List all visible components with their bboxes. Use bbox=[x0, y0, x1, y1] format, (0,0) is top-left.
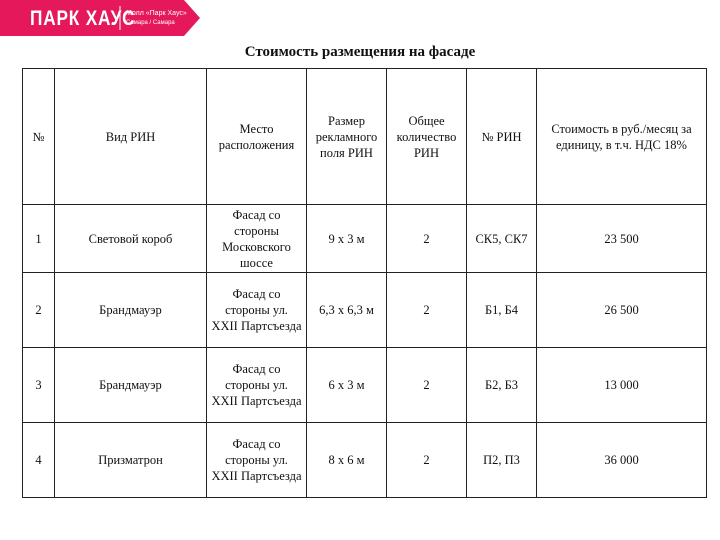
table-row bbox=[23, 205, 707, 273]
column-header: Размер рекламного поля РИН bbox=[307, 69, 387, 205]
table-cell: 1 bbox=[23, 205, 55, 273]
table-cell: 23 500 bbox=[537, 205, 707, 273]
column-header: № РИН bbox=[467, 69, 537, 205]
table-cell: 4 bbox=[23, 423, 55, 498]
column-header: № bbox=[23, 69, 55, 205]
table-cell: 13 000 bbox=[537, 348, 707, 423]
pricing-table bbox=[22, 68, 707, 498]
table-header-row bbox=[23, 69, 707, 205]
table-cell: 26 500 bbox=[537, 273, 707, 348]
page-title: Стоимость размещения на фасаде bbox=[244, 44, 476, 60]
column-header: Место расположения bbox=[207, 69, 307, 205]
table-cell: Брандмауэр bbox=[55, 273, 207, 348]
table-cell: Б2, Б3 bbox=[467, 348, 537, 423]
table-cell: Фасад со стороны ул. XXII Партсъезда bbox=[207, 348, 307, 423]
table-cell: 2 bbox=[387, 423, 467, 498]
brand-location: Самара / Самара bbox=[126, 20, 175, 26]
header-banner bbox=[0, 0, 200, 36]
table-cell: Фасад со стороны ул. XXII Партсъезда bbox=[207, 273, 307, 348]
table-cell: Световой короб bbox=[55, 205, 207, 273]
table-cell: Призматрон bbox=[55, 423, 207, 498]
table-row bbox=[23, 348, 707, 423]
table-cell: 6 х 3 м bbox=[307, 348, 387, 423]
brand-logo-text: ПАРК ХАУС bbox=[30, 7, 136, 30]
table-cell: Фасад со стороны ул. XXII Партсъезда bbox=[207, 423, 307, 498]
column-header: Общее количество РИН bbox=[387, 69, 467, 205]
table-cell: Б1, Б4 bbox=[467, 273, 537, 348]
table-cell: 2 bbox=[387, 205, 467, 273]
column-header: Вид РИН bbox=[55, 69, 207, 205]
table-cell: П2, П3 bbox=[467, 423, 537, 498]
table-cell: 6,3 х 6,3 м bbox=[307, 273, 387, 348]
table-cell: 36 000 bbox=[537, 423, 707, 498]
table-cell: 9 х 3 м bbox=[307, 205, 387, 273]
table-cell: 2 bbox=[387, 348, 467, 423]
table-row bbox=[23, 423, 707, 498]
table-cell: СК5, СК7 bbox=[467, 205, 537, 273]
table-row bbox=[23, 273, 707, 348]
table-cell: 8 х 6 м bbox=[307, 423, 387, 498]
table-cell: Брандмауэр bbox=[55, 348, 207, 423]
table-cell: Фасад со стороны Московского шоссе bbox=[207, 205, 307, 273]
table-cell: 2 bbox=[387, 273, 467, 348]
brand-subtitle: Молл «Парк Хаус» bbox=[126, 10, 187, 17]
table-cell: 3 bbox=[23, 348, 55, 423]
table-cell: 2 bbox=[23, 273, 55, 348]
column-header: Стоимость в руб./месяц за единицу, в т.ч. НДС 18% bbox=[537, 69, 707, 205]
